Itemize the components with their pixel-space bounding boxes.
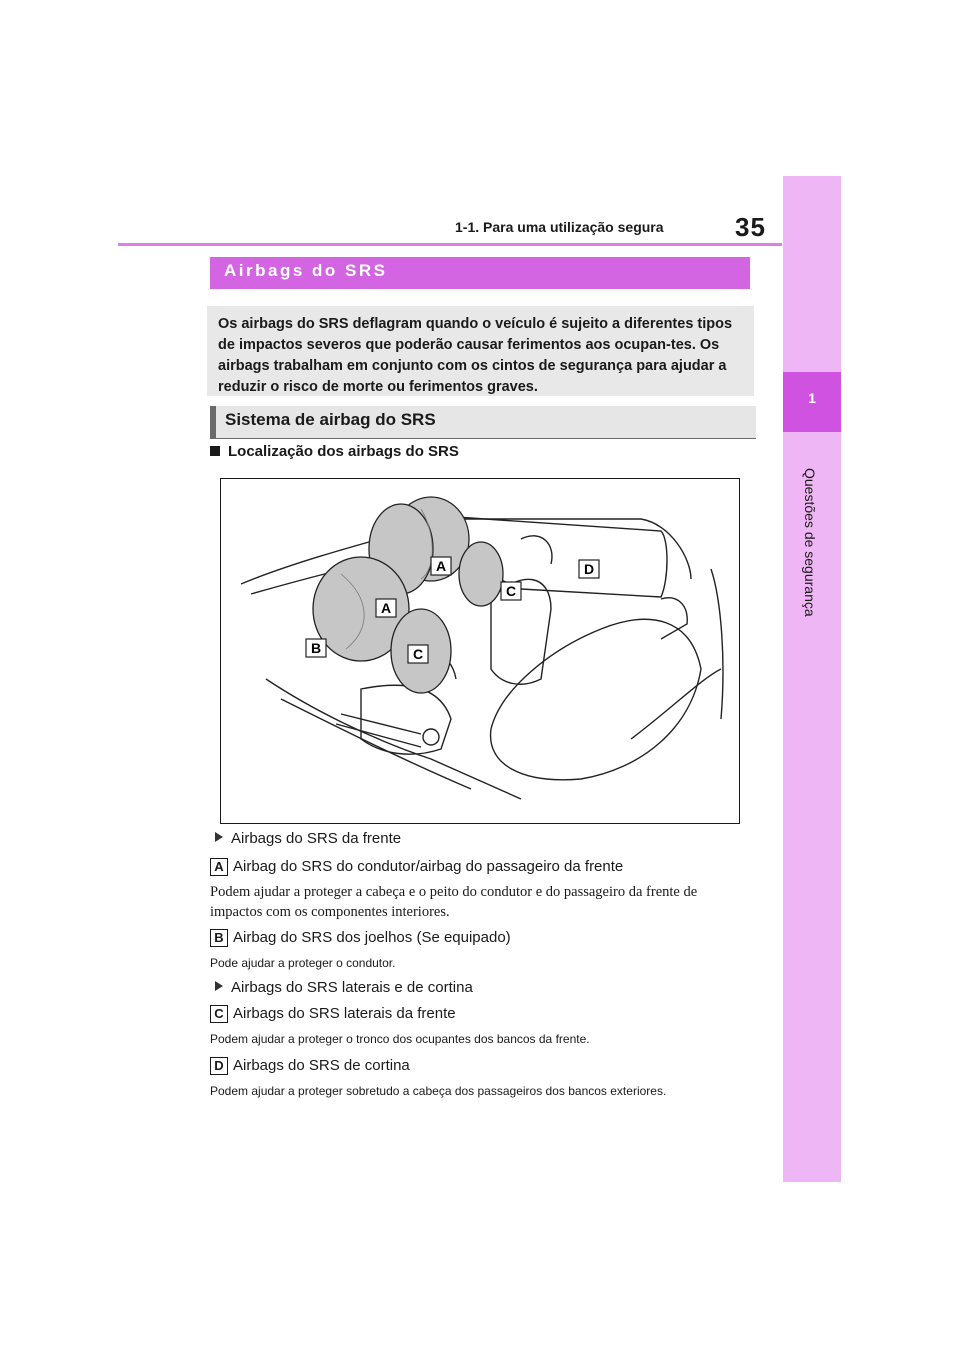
item-d-description: Podem ajudar a proteger sobretudo a cabeça dos passageiros dos bancos exteriores. — [210, 1084, 667, 1098]
key-b: B — [210, 929, 228, 947]
sub-heading-text: Sistema de airbag do SRS — [225, 410, 436, 429]
figure-label-d — [579, 560, 599, 578]
svg-text:D: D — [583, 561, 595, 577]
group-title-text: Airbags do SRS laterais e de cortina — [231, 979, 473, 996]
header-rule — [118, 243, 782, 246]
group-side-curtain-airbags-title — [215, 979, 473, 996]
group-title-text: Airbags do SRS da frente — [231, 830, 402, 847]
figure-label-c-lower — [408, 645, 428, 663]
item-b — [210, 929, 511, 947]
svg-text:C: C — [505, 583, 517, 599]
svg-text:A: A — [380, 600, 392, 616]
item-a-label: Airbag do SRS do condutor/airbag do passageiro da frente — [233, 858, 624, 875]
figure-label-c-upper — [501, 582, 521, 600]
svg-text:C: C — [412, 646, 424, 662]
item-a-description: Podem ajudar a proteger a cabeça e o peito do condutor e do passageiro da frente de impactos com os componentes interiores. — [210, 884, 698, 920]
square-bullet-icon — [210, 446, 220, 456]
chapter-number: 1 — [808, 390, 816, 406]
sub-heading — [210, 406, 756, 439]
page-number: 35 — [735, 212, 766, 242]
item-d-label: Airbags do SRS de cortina — [233, 1057, 410, 1074]
figure-label-a-lower — [376, 599, 396, 617]
subsection-title — [210, 443, 459, 460]
intro-text: Os airbags do SRS deflagram quando o veículo é sujeito a diferentes tipos de impactos severos que poderão causar ferimentos aos ocupan-tes. Os airbags trabalham em conjunto com os cintos de segurança para ajudar a reduzir o risco de morte ou ferimentos graves. — [218, 316, 733, 395]
item-d — [210, 1057, 410, 1075]
svg-text:A: A — [435, 558, 447, 574]
item-c-description: Podem ajudar a proteger o tronco dos ocupantes dos bancos da frente. — [210, 1032, 590, 1046]
key-d: D — [210, 1057, 228, 1075]
item-c — [210, 1005, 456, 1023]
main-heading-text: Airbags do SRS — [224, 261, 388, 280]
main-heading — [210, 257, 750, 289]
figure-label-a-upper — [431, 557, 451, 575]
triangle-bullet-icon — [215, 981, 223, 991]
subsection-title-text: Localização dos airbags do SRS — [228, 443, 459, 460]
airbag-location-figure — [220, 478, 740, 824]
item-b-label: Airbag do SRS dos joelhos (Se equipado) — [233, 929, 511, 946]
item-c-label: Airbags do SRS laterais da frente — [233, 1005, 456, 1022]
triangle-bullet-icon — [215, 832, 223, 842]
chapter-title: Questões de segurança — [802, 468, 818, 617]
item-b-description: Pode ajudar a proteger o condutor. — [210, 956, 396, 970]
car-interior-illustration — [221, 479, 739, 823]
figure-label-b — [306, 639, 326, 657]
chapter-side-tab — [783, 176, 841, 1182]
group-front-airbags-title — [215, 830, 401, 847]
section-title: 1-1. Para uma utilização segura — [455, 219, 664, 235]
key-a: A — [210, 858, 228, 876]
item-a — [210, 858, 623, 876]
svg-text:B: B — [310, 640, 322, 656]
intro-box — [207, 306, 754, 396]
key-c: C — [210, 1005, 228, 1023]
